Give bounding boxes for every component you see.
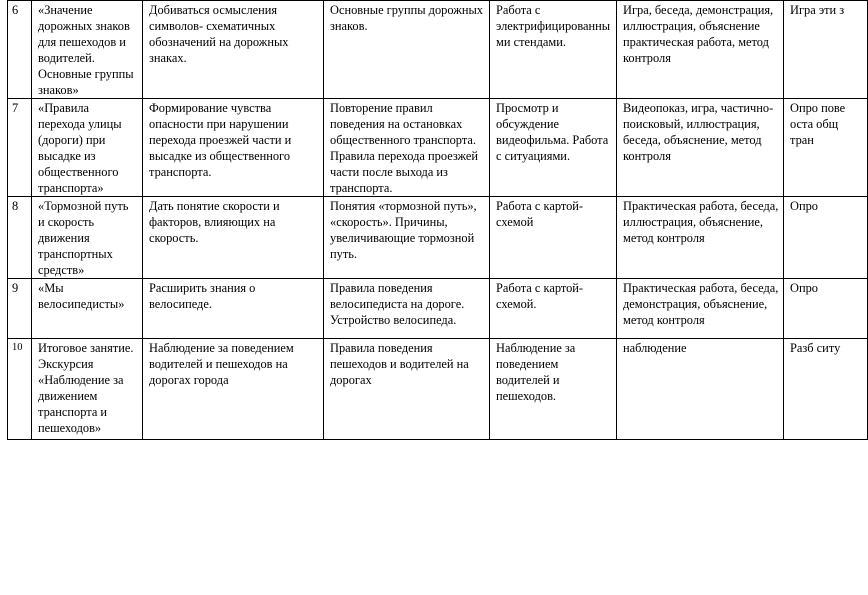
methods-cell: Практическая работа, беседа, иллюстрация, объяснение, метод контроля [617,197,784,279]
row-number: 7 [8,99,32,197]
topic-cell: «Правила перехода улицы (дороги) при высадке из общественного транспорта» [32,99,143,197]
methods-cell: Игра, беседа, демонстрация, иллюстрация, объяснение практическая работа, метод контроля [617,1,784,99]
goal-cell: Добиваться осмысления символов- схематичных обозначений на дорожных знаках. [143,1,324,99]
row-number: 10 [8,339,32,440]
content-cell: Основные группы дорожных знаков. [324,1,490,99]
content-cell: Правила поведения велосипедиста на дороге. Устройство велосипеда. [324,279,490,339]
methods-cell: Видеопоказ, игра, частично-поисковый, иллюстрация, беседа, объяснение, метод контроля [617,99,784,197]
activity-cell: Наблюдение за поведением водителей и пешеходов. [490,339,617,440]
extra-cell: Опро [784,197,868,279]
topic-cell: «Значение дорожных знаков для пешеходов и водителей. Основные группы знаков» [32,1,143,99]
table-row [8,339,868,440]
lesson-plan-table [7,0,868,440]
content-cell: Понятия «тормозной путь», «скорость». Причины, увеличивающие тормозной путь. [324,197,490,279]
table-row [8,99,868,197]
row-number: 8 [8,197,32,279]
row-number: 9 [8,279,32,339]
activity-cell: Просмотр и обсуждение видеофильма. Работа с ситуациями. [490,99,617,197]
content-cell: Повторение правил поведения на остановках общественного транспорта. Правила перехода проезжей части после выхода из транспорта. [324,99,490,197]
table-row [8,279,868,339]
methods-cell: наблюдение [617,339,784,440]
extra-cell: Опро [784,279,868,339]
topic-cell: «Мы велосипедисты» [32,279,143,339]
topic-cell: Итоговое занятие. Экскурсия «Наблюдение за движением транспорта и пешеходов» [32,339,143,440]
activity-cell: Работа с картой-схемой. [490,279,617,339]
goal-cell: Формирование чувства опасности при нарушении перехода проезжей части и высадке из общественного транспорта. [143,99,324,197]
extra-cell: Опро пове оста общ тран [784,99,868,197]
extra-cell: Игра эти з [784,1,868,99]
table-row [8,1,868,99]
activity-cell: Работа с электрифицированными стендами. [490,1,617,99]
row-number: 6 [8,1,32,99]
goal-cell: Дать понятие скорости и факторов, влияющих на скорость. [143,197,324,279]
table-row [8,197,868,279]
goal-cell: Расширить знания о велосипеде. [143,279,324,339]
extra-cell: Разб ситу [784,339,868,440]
goal-cell: Наблюдение за поведением водителей и пешеходов на дорогах города [143,339,324,440]
activity-cell: Работа с картой-схемой [490,197,617,279]
content-cell: Правила поведения пешеходов и водителей на дорогах [324,339,490,440]
methods-cell: Практическая работа, беседа, демонстрация, объяснение, метод контроля [617,279,784,339]
topic-cell: «Тормозной путь и скорость движения транспортных средств» [32,197,143,279]
